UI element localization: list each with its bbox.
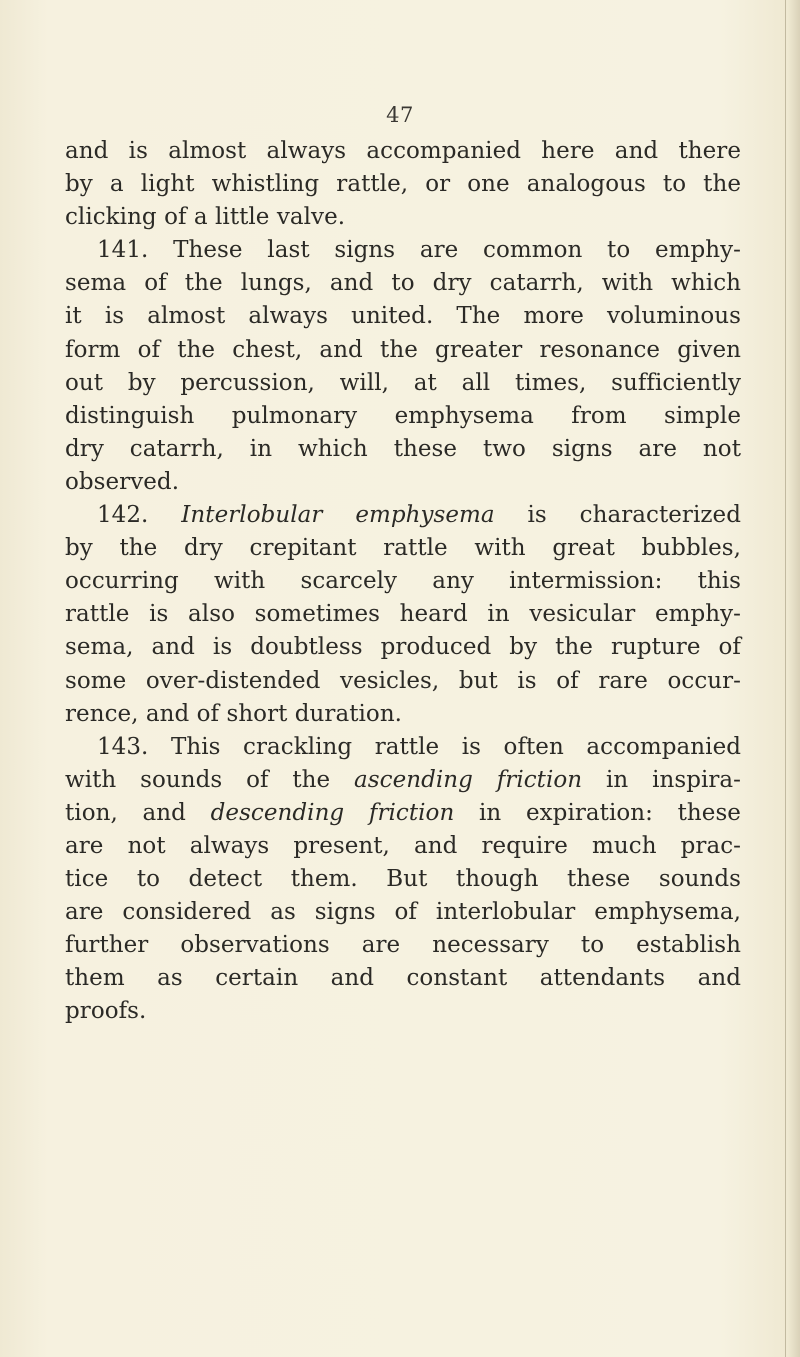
text-span: tion, and: [65, 799, 211, 826]
text-line: distinguish pulmonary emphysema from simple: [65, 402, 741, 429]
text-line: [65, 764, 741, 797]
page-edge-shadow: [788, 0, 800, 1357]
text-line: are considered as signs of interlobular emphysema,: [65, 899, 741, 926]
text-line: rattle is also sometimes heard in vesicular emphy-: [65, 601, 741, 628]
text-line: observed.: [65, 468, 180, 495]
text-line: by a light whistling rattle, or one analogous to the: [65, 171, 741, 198]
text-line: occurring with scarcely any intermission: this: [65, 568, 741, 595]
italic-term: ascending friction: [354, 766, 583, 793]
text-line: are not always present, and require much prac-: [65, 832, 741, 859]
text-line: out by percussion, will, at all times, sufficiently: [65, 369, 741, 396]
text-line: tice to detect them. But though these sounds: [65, 866, 741, 893]
paragraph-143-start: 143. This crackling rattle is often accompanied: [97, 733, 741, 760]
italic-term: descending friction: [210, 799, 455, 826]
text-line: some over-distended vesicles, but is of rare occur-: [65, 667, 741, 694]
text-line: sema, and is doubtless produced by the rupture of: [65, 634, 741, 661]
text-line: rence, and of short duration.: [65, 700, 403, 727]
paragraph-142-start: [65, 499, 741, 532]
text-span: with sounds of the: [65, 766, 355, 793]
text-line: clicking of a little valve.: [65, 204, 346, 231]
text-line: further observations are necessary to establish: [65, 932, 741, 959]
text-line: them as certain and constant attendants and: [65, 965, 741, 992]
text-line: proofs.: [65, 998, 147, 1025]
page-edge-line: [785, 0, 786, 1357]
text-line: and is almost always accompanied here and there: [65, 138, 741, 164]
text-span: is characterized: [494, 502, 741, 529]
text-line: dry catarrh, in which these two signs are not: [65, 435, 741, 462]
page-number: 47: [386, 103, 414, 127]
body-text: [65, 135, 741, 1029]
italic-term: Interlobular emphysema: [181, 502, 495, 529]
paragraph-141-start: 141. These last signs are common to emphy-: [97, 237, 741, 264]
text-line: form of the chest, and the greater resonance given: [65, 336, 741, 363]
text-span: in expiration: these: [454, 799, 741, 826]
paragraph-number: 142.: [97, 502, 149, 529]
text-line: sema of the lungs, and to dry catarrh, with which: [65, 270, 741, 297]
text-line: [65, 797, 741, 830]
text-line: by the dry crepitant rattle with great bubbles,: [65, 535, 741, 562]
text-span: in inspira-: [582, 766, 742, 793]
text-line: it is almost always united. The more voluminous: [65, 303, 741, 330]
